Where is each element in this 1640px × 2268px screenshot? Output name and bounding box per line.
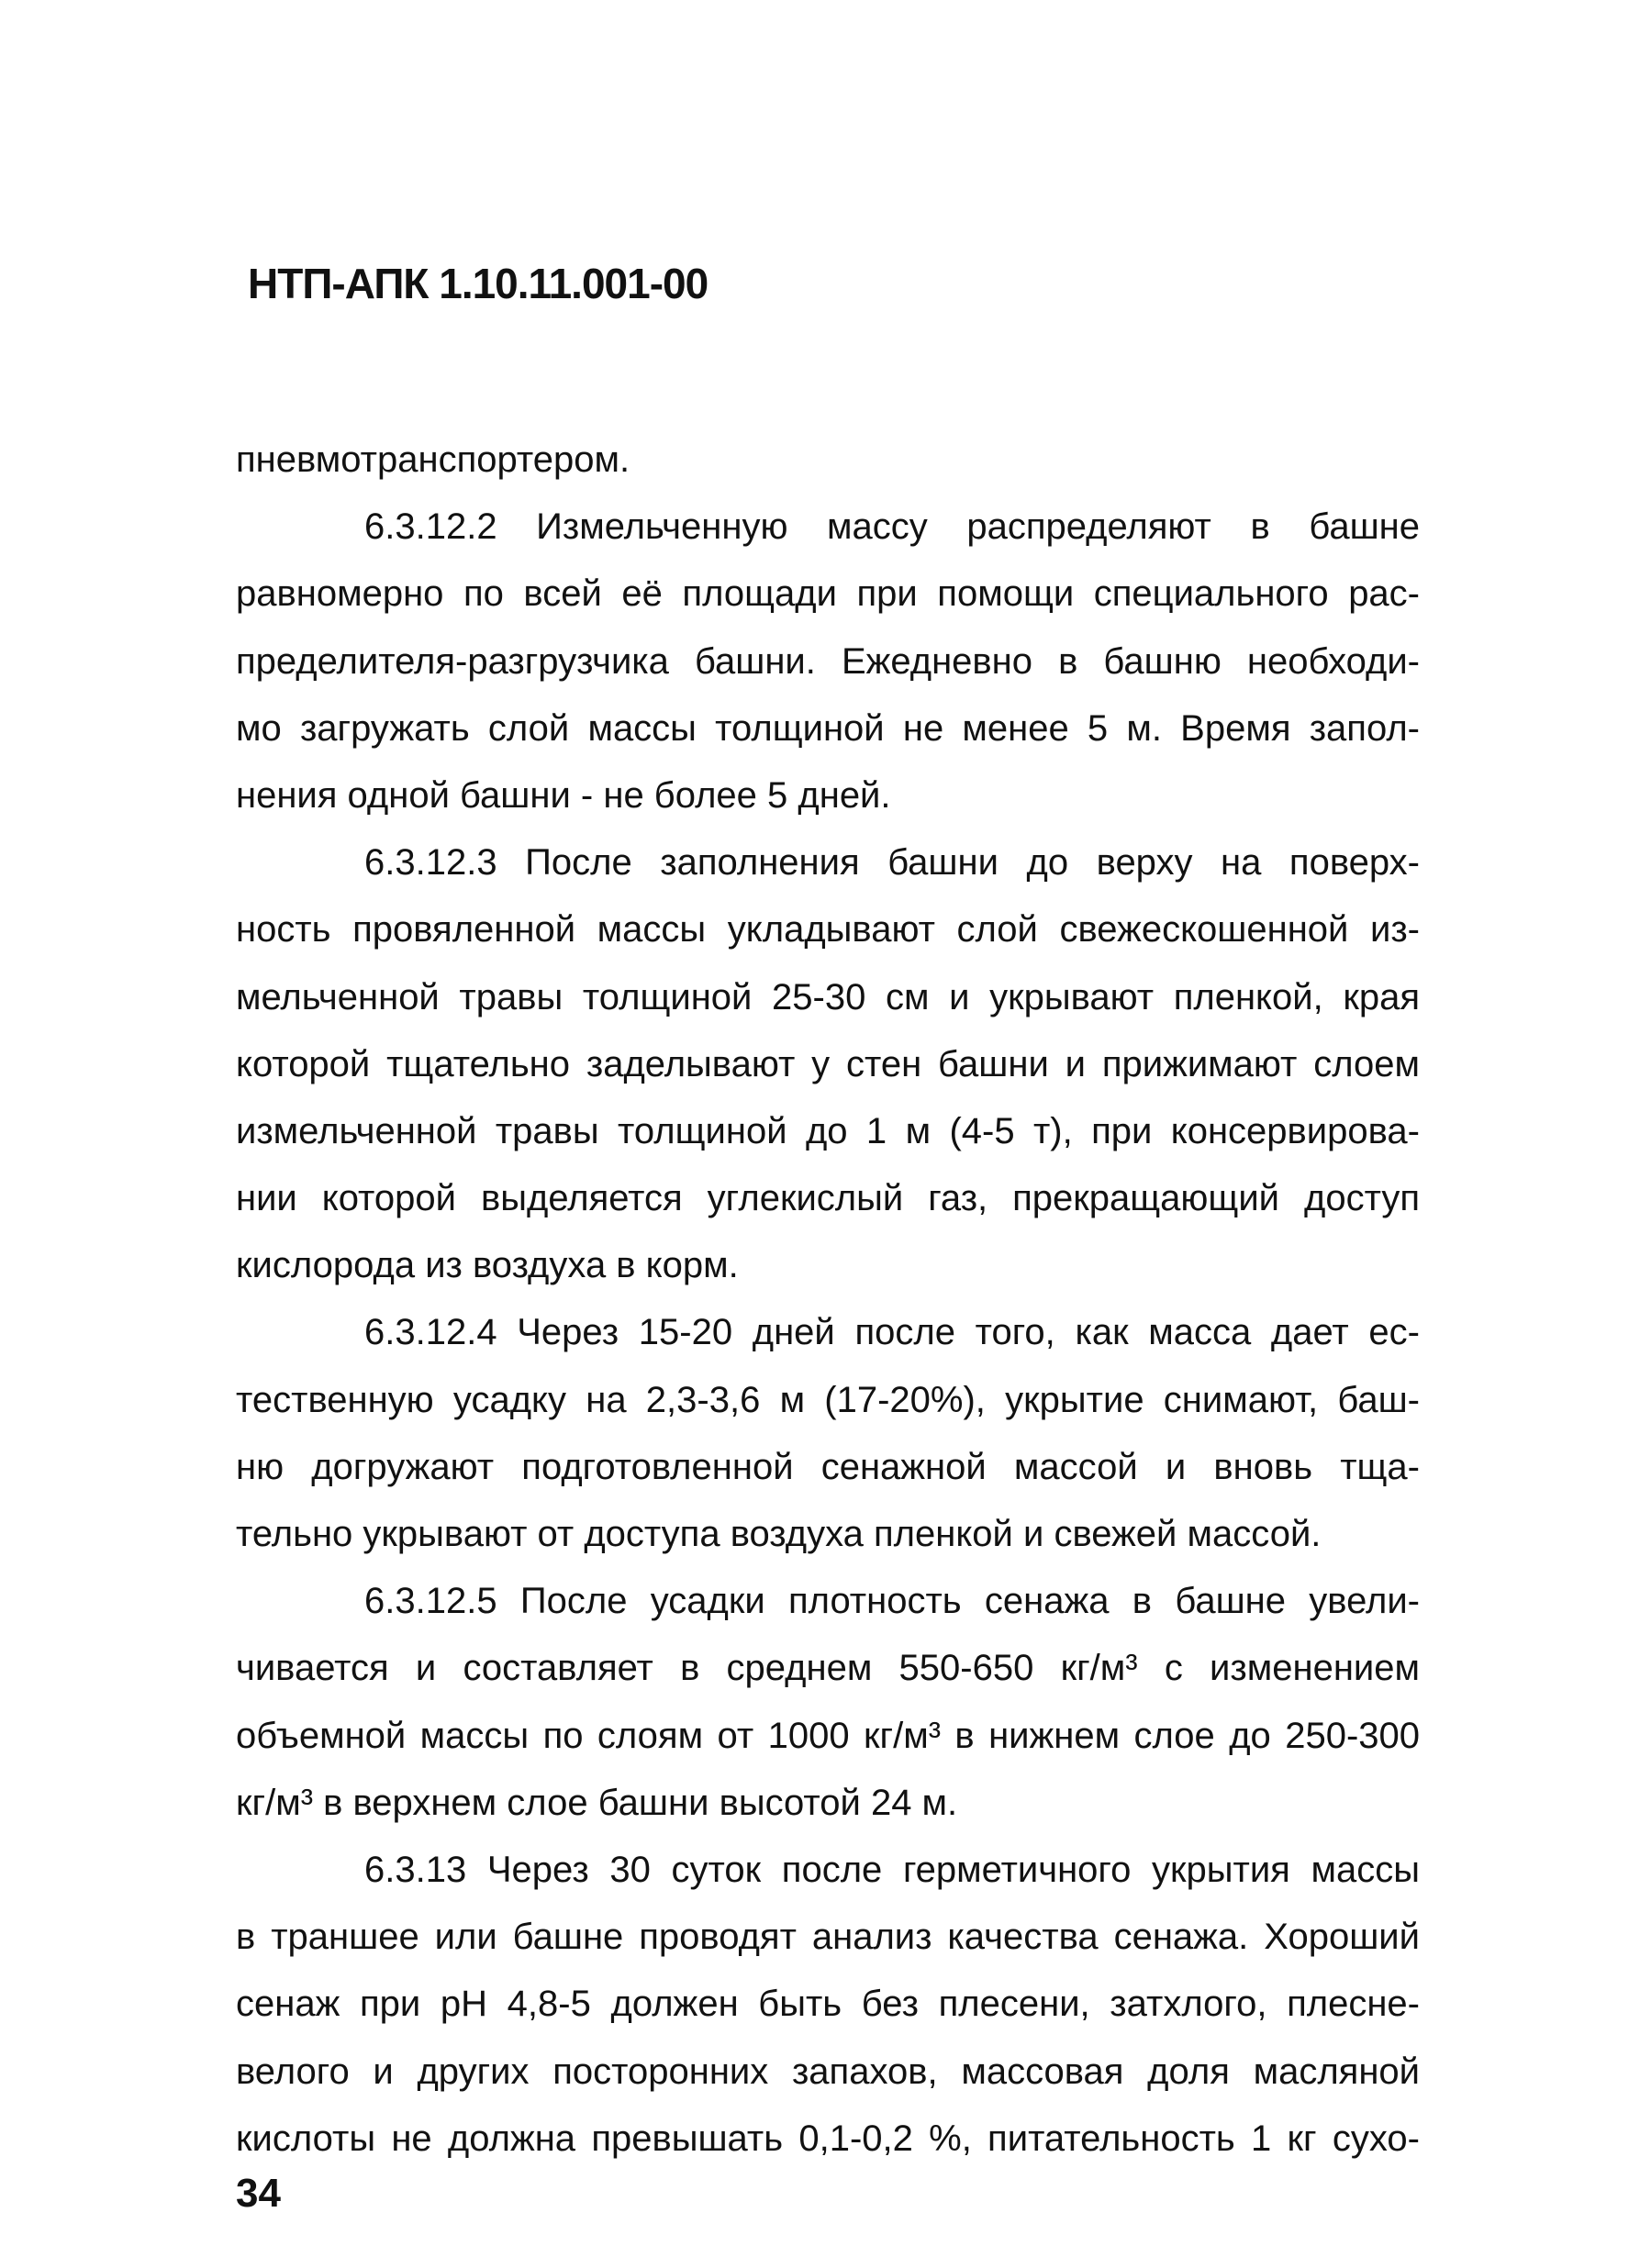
text-line: измельченной травы толщиной до 1 м (4-5 т), при консервирова-	[236, 1110, 1420, 1151]
text-line: пределителя-разгрузчика башни. Ежедневно в башню необходи-	[236, 640, 1420, 682]
text-line: равномерно по всей её площади при помощи специального рас-	[236, 573, 1420, 615]
document-code-header: НТП-АПК 1.10.11.001-00	[248, 260, 708, 307]
text-line: мо загружать слой массы толщиной не менее 5 м. Время запол-	[236, 707, 1420, 749]
text-line: 6.3.12.3 После заполнения башни до верху на поверх-	[364, 842, 1420, 884]
text-line: кислорода из воздуха в корм.	[236, 1245, 739, 1286]
text-line: пневмотранспортером.	[236, 439, 630, 480]
text-line: 6.3.12.4 Через 15-20 дней после того, как масса дает ес-	[364, 1312, 1420, 1353]
text-line: нии которой выделяется углекислый газ, прекращающий доступ	[236, 1178, 1420, 1219]
text-line: велого и других посторонних запахов, массовая доля масляной	[236, 2051, 1420, 2092]
text-line: кислоты не должна превышать 0,1-0,2 %, питательность 1 кг сухо-	[236, 2118, 1420, 2159]
text-line: которой тщательно заделывают у стен башни и прижимают слоем	[236, 1043, 1420, 1084]
text-line: объемной массы по слоям от 1000 кг/м³ в нижнем слое до 250-300	[236, 1715, 1420, 1756]
text-line: 6.3.12.2 Измельченную массу распределяют в башне	[364, 506, 1420, 548]
text-line: чивается и составляет в среднем 550-650 кг/м³ с изменением	[236, 1648, 1420, 1689]
text-line: ность провяленной массы укладывают слой свежескошенной из-	[236, 909, 1420, 951]
text-line: 6.3.13 Через 30 суток после герметичного укрытия массы	[364, 1849, 1420, 1890]
text-line: сенаж при рН 4,8-5 должен быть без плесени, затхлого, плесне-	[236, 1984, 1420, 2025]
text-line: кг/м³ в верхнем слое башни высотой 24 м.	[236, 1782, 958, 1823]
page-number: 34	[236, 2171, 281, 2216]
text-line: мельченной травы толщиной 25-30 см и укрывают пленкой, края	[236, 976, 1420, 1017]
text-line: нения одной башни - не более 5 дней.	[236, 774, 891, 816]
text-line: тественную усадку на 2,3-3,6 м (17-20%), укрытие снимают, баш-	[236, 1379, 1420, 1420]
text-line: тельно укрывают от доступа воздуха пленкой и свежей массой.	[236, 1514, 1322, 1554]
document-body	[236, 427, 1420, 2173]
text-line: 6.3.12.5 После усадки плотность сенажа в башне увели-	[364, 1581, 1420, 1622]
text-line: в траншее или башне проводят анализ качества сенажа. Хороший	[236, 1917, 1420, 1958]
text-line: ню догружают подготовленной сенажной массой и вновь тща-	[236, 1446, 1420, 1487]
